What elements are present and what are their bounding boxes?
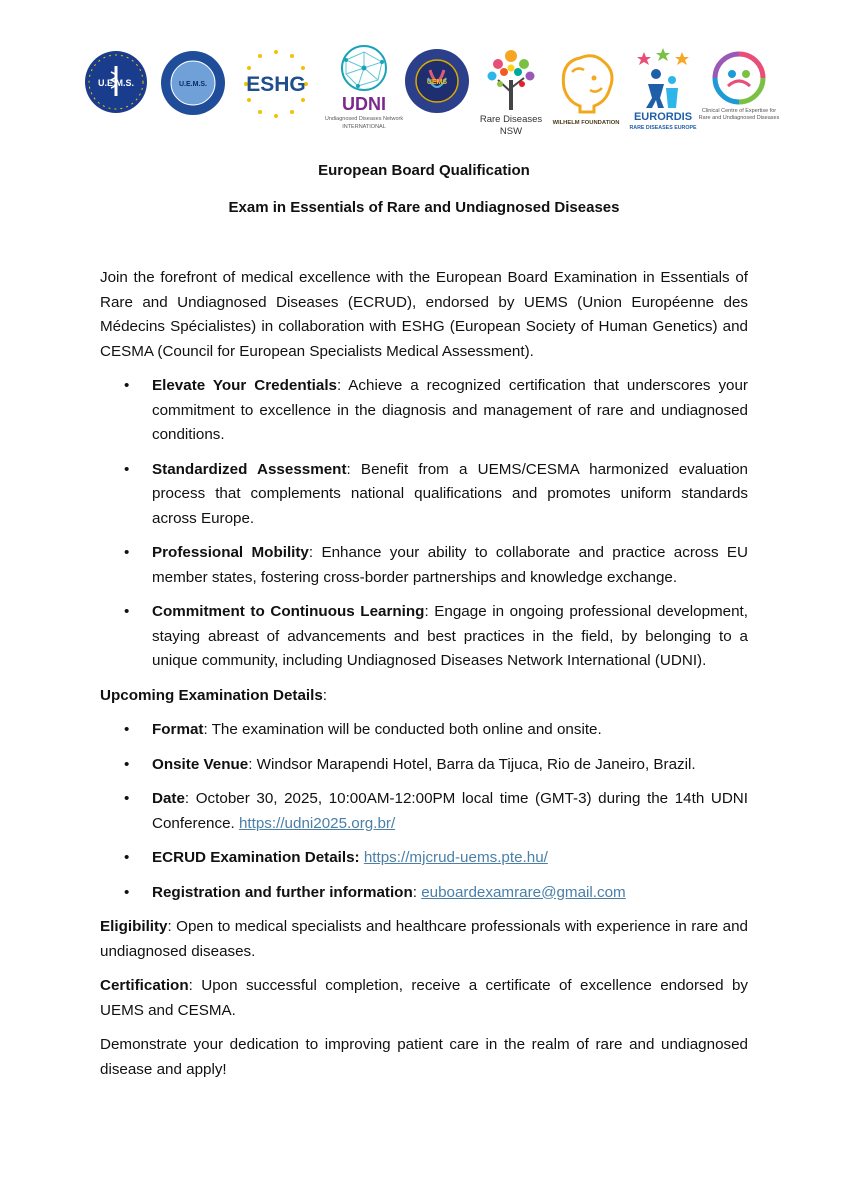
certification-text: : Upon successful completion, receive a certificate of excellence endorsed by UEMS and CESMA. <box>100 977 748 1019</box>
wilhelm-foundation-text: WILHELM FOUNDATION <box>552 120 620 126</box>
exam-venue-text: : Windsor Marapendi Hotel, Barra da Tijuca, Rio de Janeiro, Brazil. <box>248 755 696 773</box>
eshg-logo-text: ESHG <box>246 73 306 96</box>
rare-diseases-nsw-sub: NSW <box>499 126 523 137</box>
intro-paragraph: Join the forefront of medical excellence with the European Board Examination in Essentials of Rare and Undiagnosed Diseases (ECRUD), endorsed by UEMS (Union Européenne des Médecins Spécialistes) in collaboration with ESHG (European Society of Human Genetics) and CESMA (Council for European Specialists Medical Assessment). <box>100 269 748 360</box>
exam-registration-label: Registration and further information <box>152 883 413 901</box>
benefit-label: Professional Mobility <box>152 544 309 561</box>
benefit-text: : Achieve a recognized certification that underscores your commitment to excellence in the diagnosis and management of rare and undiagnosed conditions. <box>152 377 748 443</box>
certification-paragraph <box>100 974 748 1023</box>
eurordis-logo <box>630 46 696 132</box>
exam-details-heading-suffix: : <box>322 686 328 704</box>
exam-date-label: Date <box>152 790 185 807</box>
eurordis-logo-sub: RARE DISEASES EUROPE <box>629 125 697 131</box>
exam-format-label: Format <box>152 721 204 738</box>
benefit-item <box>100 600 748 674</box>
benefit-item <box>100 541 748 590</box>
eligibility-paragraph <box>100 915 748 964</box>
exam-venue <box>100 753 748 778</box>
exam-venue-label: Onsite Venue <box>152 755 249 773</box>
wilhelm-foundation-logo <box>550 48 622 128</box>
erruo-logo-text: UEMS <box>426 79 448 86</box>
benefit-item <box>100 374 748 448</box>
exam-registration-text: : <box>412 883 422 901</box>
eligibility-text: : Open to medical specialists and healthcare professionals with experience in rare and undiagnosed diseases. <box>100 918 748 960</box>
registration-email-link[interactable]: euboardexamrare@gmail.com <box>421 883 626 901</box>
benefit-label: Elevate Your Credentials <box>152 377 337 394</box>
udni-logo-sub: Undiagnosed Diseases Network <box>324 116 404 122</box>
ecrud-details-link[interactable]: https://mjcrud-uems.pte.hu/ <box>363 849 548 866</box>
udni-logo <box>324 44 404 140</box>
exam-details-heading-label: Upcoming Examination Details <box>100 686 323 704</box>
benefit-text: : Engage in ongoing professional development, staying abreast of advancements and best practices in the field, by belonging to a unique community, including Undiagnosed Diseases Network International (UDNI). <box>152 603 748 669</box>
closing-paragraph: Demonstrate your dedication to improving patient care in the realm of rare and undiagnosed disease and apply! <box>100 1036 748 1078</box>
eshg-logo <box>236 46 316 122</box>
udni-conference-link[interactable]: https://udni2025.org.br/ <box>238 814 396 832</box>
rare-diseases-nsw-text: Rare Diseases <box>479 114 543 125</box>
mjc-logo <box>160 50 226 116</box>
rare-care-centre-sub2: Rare and Undiagnosed Diseases <box>698 115 780 121</box>
mjc-logo-text: U.E.M.S. <box>178 81 208 88</box>
benefit-text: : Enhance your ability to collaborate and practice across EU member states, fostering cross-border partnerships and knowledge exchange. <box>152 544 748 586</box>
title-line-1: European Board Qualification <box>318 162 530 179</box>
exam-date <box>100 787 748 836</box>
exam-format <box>100 718 748 743</box>
exam-ecrud-label: ECRUD Examination Details: <box>152 849 360 866</box>
benefit-item <box>100 458 748 532</box>
eurordis-logo-text: EURORDIS <box>633 111 693 123</box>
title-block <box>100 162 748 217</box>
benefit-label: Standardized Assessment <box>152 460 347 478</box>
exam-details-list <box>100 718 748 905</box>
benefits-list <box>100 374 748 674</box>
rare-care-centre-sub: Clinical Centre of Expertise for <box>701 108 777 114</box>
benefit-label: Commitment to Continuous Learning <box>152 603 425 620</box>
udni-logo-text: UDNI <box>342 94 386 114</box>
uems-logo <box>84 50 148 114</box>
eligibility-label: Eligibility <box>100 918 168 935</box>
exam-details-heading <box>100 684 748 709</box>
benefit-text: : Benefit from a UEMS/CESMA harmonized evaluation process that complements national qualifications and promotes uniform standards across Europe. <box>152 460 748 527</box>
logo-strip <box>84 44 780 144</box>
uems-logo-text: U.E.M.S. <box>97 78 135 88</box>
erruo-logo <box>404 48 470 114</box>
rare-care-centre-logo <box>698 48 780 124</box>
exam-registration <box>100 881 748 906</box>
exam-date-text: : October 30, 2025, 10:00AM-12:00PM local time (GMT-3) during the 14th UDNI Conference. <box>152 790 748 832</box>
rare-diseases-nsw-logo <box>478 44 544 136</box>
exam-format-text: : The examination will be conducted both online and onsite. <box>203 721 602 738</box>
certification-label: Certification <box>100 977 189 994</box>
title-line-2: Exam in Essentials of Rare and Undiagnosed Diseases <box>228 199 620 216</box>
udni-logo-sub2: INTERNATIONAL <box>342 124 386 130</box>
exam-ecrud <box>100 846 748 871</box>
document-body <box>100 266 748 1092</box>
